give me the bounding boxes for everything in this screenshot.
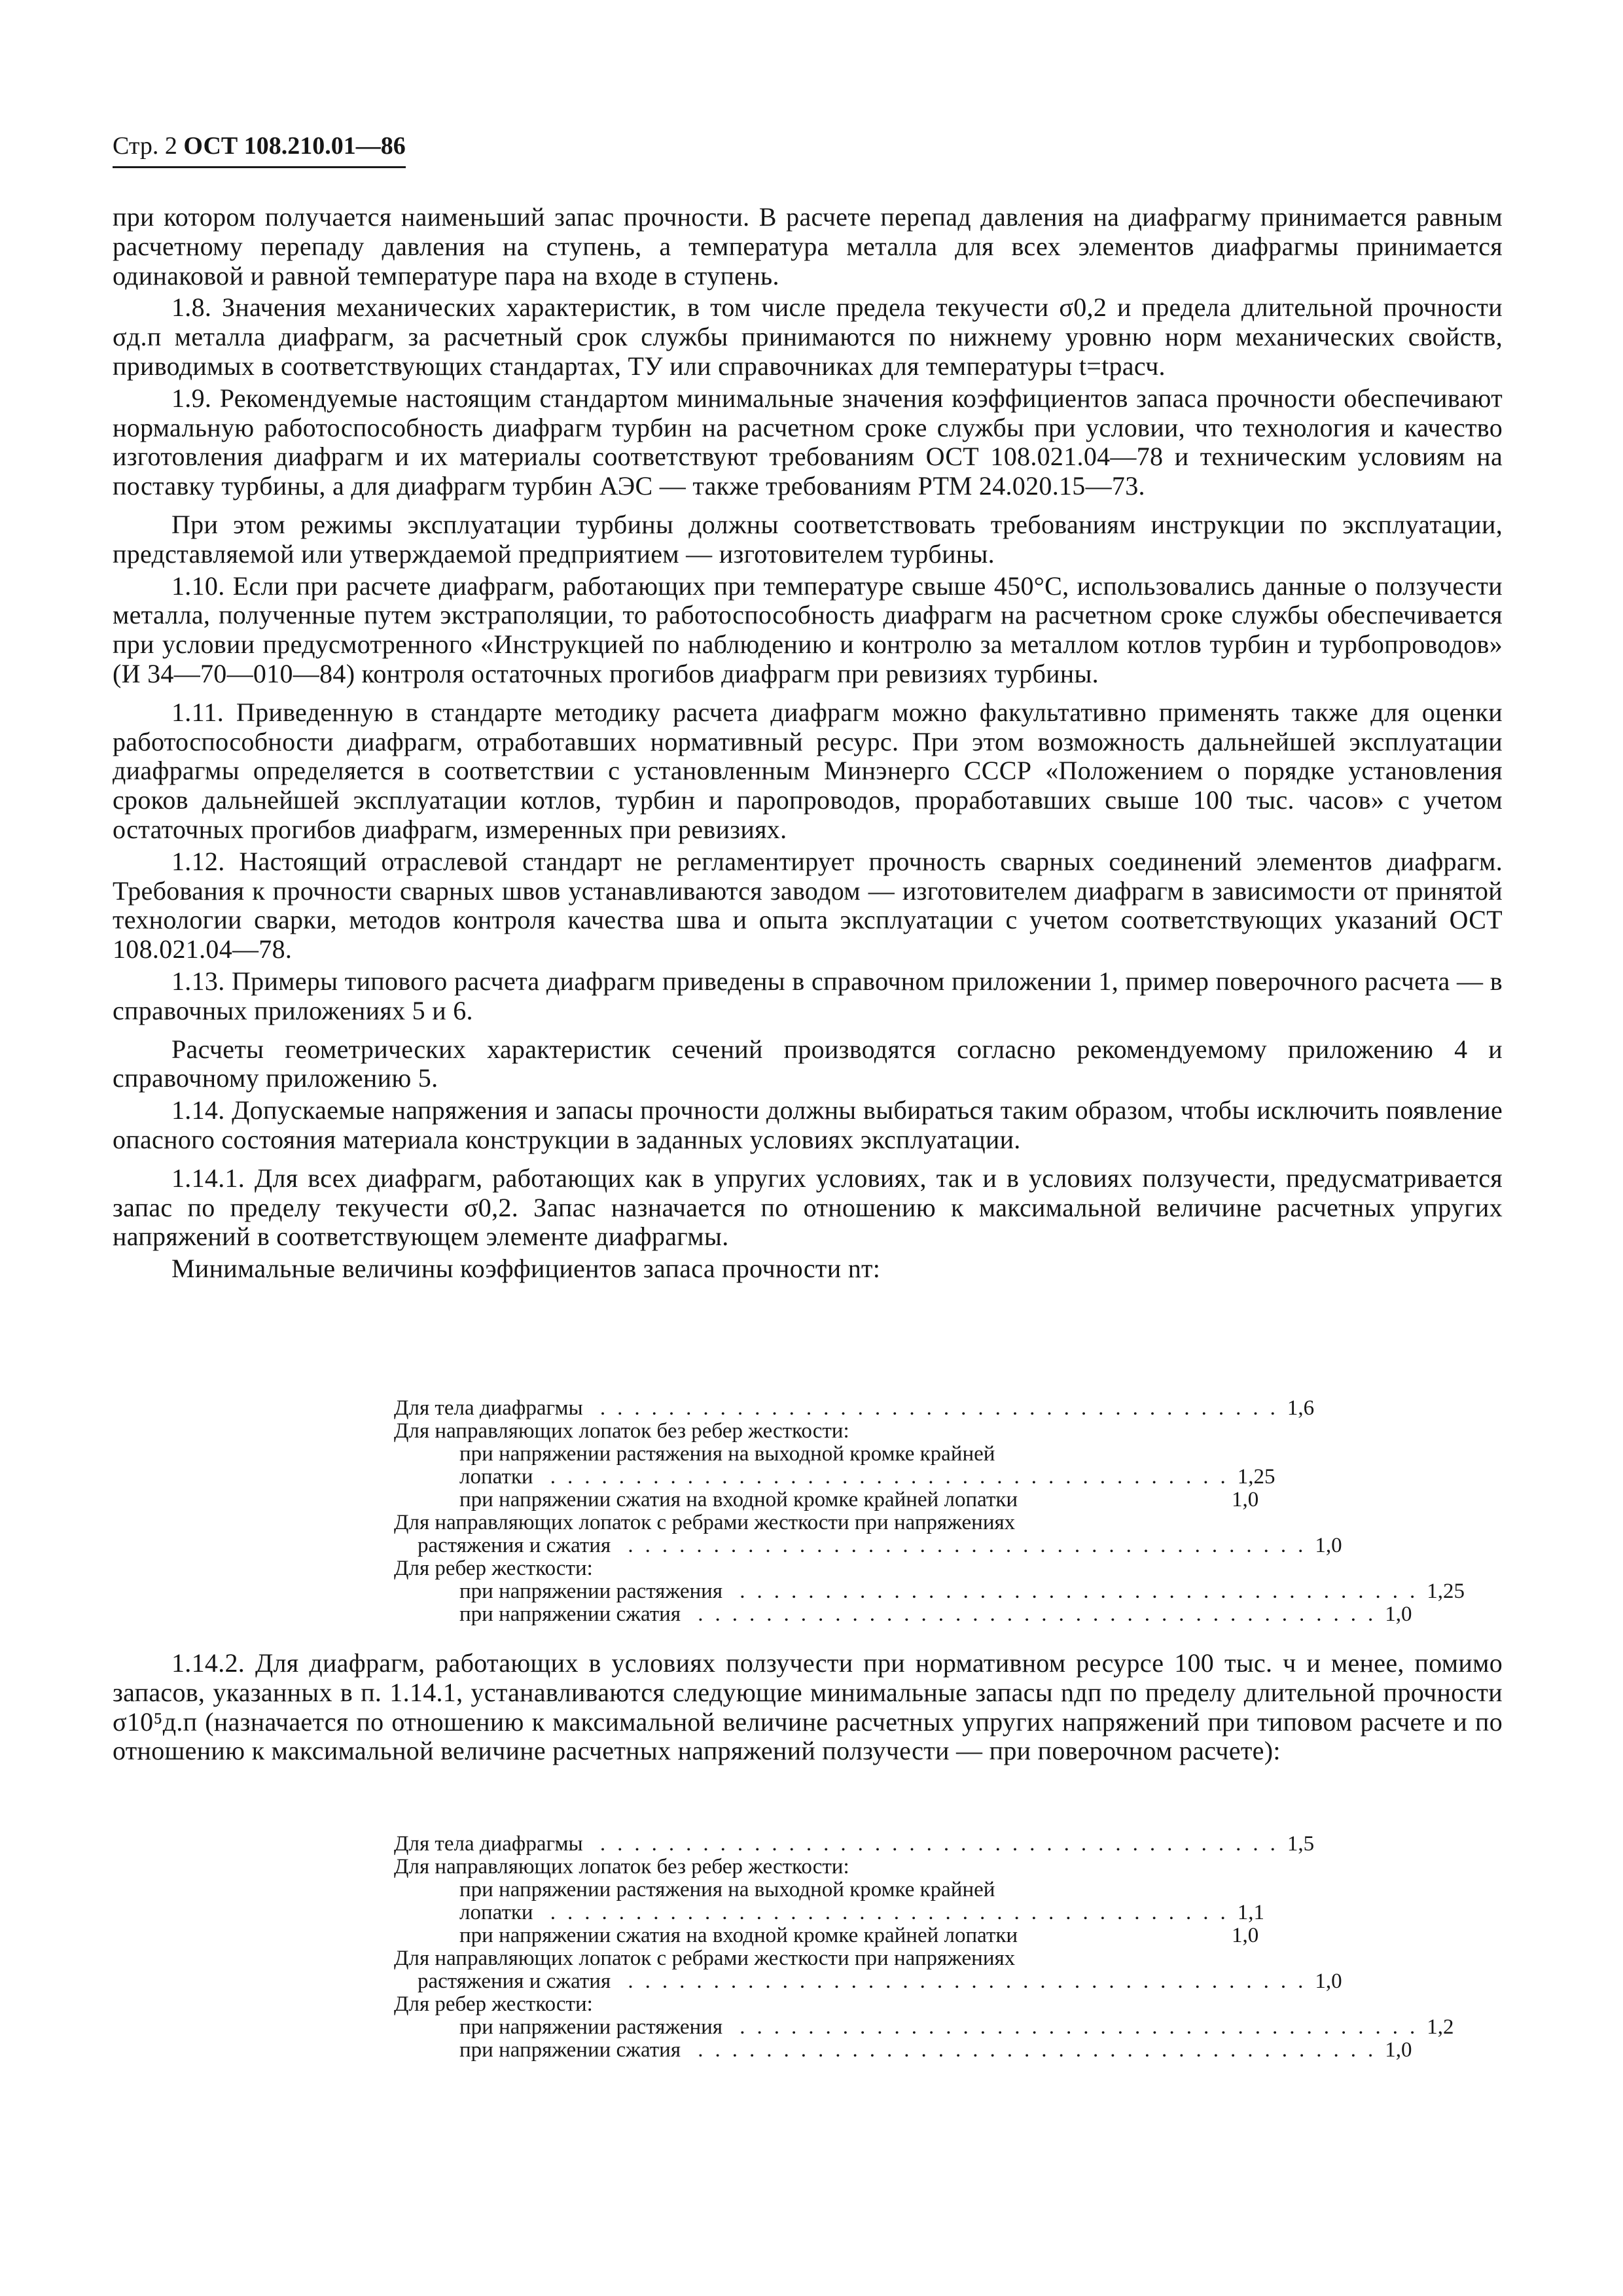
- factor-label: [394, 1970, 1315, 1993]
- factor-label: [394, 1833, 1287, 1856]
- paragraph-1-10: 1.10. Если при расчете диафрагм, работающих при температуре свыше 450°С, использовались данные о ползучести металла, полученные путем экстраполяции, то работоспособность диафрагм на расчетном сроке службы обеспечивается при условии предусмотренного «Инструкцией по наблюдению и контролю за металлом котлов турбин и турбопроводов» (И 34—70—010—84) контроля остаточных прогибов диафрагм при ревизиях турбины.: [113, 571, 1503, 688]
- dot-leader: ........................................: [722, 1580, 1427, 1603]
- standard-code: ОСТ 108.210.01—86: [183, 132, 406, 160]
- factor-label: [394, 1879, 1232, 1901]
- dot-leader: ........................................: [611, 1969, 1315, 1993]
- paragraph-1-8: 1.8. Значения механических характеристик, в том числе предела текучести σ0,2 и предела длительной прочности σд.п металла диафрагм, за расчетный срок службы принимаются по нижнему уровню норм механических свойств, приводимых в соответствующих стандартах, ТУ или справочниках для температуры t=tрасч.: [113, 292, 1503, 381]
- paragraph-1-14: 1.14. Допускаемые напряжения и запасы прочности должны выбираться таким образом, чтобы исключить появление опасного состояния материала конструкции в заданных условиях эксплуатации.: [113, 1095, 1503, 1154]
- factor-row: [394, 1488, 1259, 1511]
- factor-row: [394, 1993, 1245, 2016]
- paragraph-1-11: 1.11. Приведенную в стандарте методику расчета диафрагм можно факультативно применять также для оценки работоспособности диафрагм, отработавших нормативный ресурс. При этом возможность дальнейшей эксплуатации диафрагмы определяется в соответствии с установленным Минэнерго СССР «Положением о порядке установления сроков дальнейшей эксплуатации котлов, турбин и паропроводов, проработавших свыше 100 тыс. часов» с учетом остаточных прогибов диафрагм, измеренных при ревизиях.: [113, 697, 1503, 844]
- factor-label: [394, 1420, 1166, 1443]
- factor-value: [1166, 1511, 1238, 1534]
- factor-label: [394, 1466, 1238, 1489]
- factor-row: [394, 2015, 1454, 2039]
- factor-row: [394, 1534, 1342, 1557]
- factor-label: [394, 1993, 1166, 2016]
- factor-label: [394, 1580, 1427, 1603]
- factor-label: [394, 1511, 1166, 1534]
- safety-factor-list-yield: [394, 1396, 1465, 1626]
- dot-leader: ........................................: [582, 1832, 1287, 1856]
- factor-label: [394, 2016, 1427, 2039]
- factor-label: [394, 1397, 1287, 1420]
- paragraph-continuation: при котором получается наименьший запас прочности. В расчете перепад давления на диафрагму принимается равным расчетному перепаду давления на ступень, а температура металла для всех элементов диафрагмы принимается одинаковой и равной температуре пара на входе в ступень.: [113, 202, 1503, 291]
- factor-label-text: Для направляющих лопаток без ребер жесткости:: [394, 1855, 849, 1879]
- factor-label-text: при напряжении растяжения на выходной кромке крайней: [459, 1878, 995, 1901]
- factor-row: [394, 1856, 1245, 1879]
- factor-row: [394, 2038, 1412, 2062]
- factor-value: [1232, 1443, 1304, 1466]
- factor-label-text: при напряжении сжатия: [459, 2038, 681, 2062]
- factor-row: [394, 1901, 1265, 1924]
- dot-leader: ........................................: [611, 1534, 1315, 1557]
- factor-value: 1,5: [1287, 1832, 1315, 1856]
- factor-label-text: Для ребер жесткости:: [394, 1557, 593, 1580]
- factor-label: [394, 1443, 1232, 1466]
- paragraph-1-14-1: 1.14.1. Для всех диафрагм, работающих как в упругих условиях, так и в условиях ползучести, предусматривается запас по пределу текучести σ0,2. Запас назначается по отношению к максимальной величине расчетных упругих напряжений в соответствующем элементе диафрагмы.: [113, 1163, 1503, 1252]
- factor-label: [394, 1947, 1166, 1970]
- factor-value: 1,1: [1237, 1901, 1265, 1924]
- paragraph-min-coefficients: Минимальные величины коэффициентов запаса прочности nт:: [171, 1254, 881, 1284]
- factor-value: 1,0: [1315, 1534, 1342, 1557]
- factor-value: 1,25: [1427, 1580, 1465, 1603]
- body-text: [113, 203, 1503, 1286]
- factor-label-text: при напряжении сжатия: [459, 1602, 681, 1626]
- factor-label: [394, 1557, 1166, 1580]
- factor-value: 1,25: [1237, 1465, 1275, 1489]
- factor-label-text: лопатки: [459, 1465, 533, 1489]
- dot-leader: ........................................: [681, 1602, 1385, 1626]
- factor-label-text: Для ребер жесткости:: [394, 1992, 593, 2016]
- factor-value: [1232, 1879, 1304, 1901]
- dot-leader: ........................................: [533, 1465, 1238, 1489]
- factor-row: [394, 1443, 1245, 1466]
- body-text-2: [113, 1649, 1503, 1769]
- page-number: Стр. 2: [113, 132, 177, 160]
- factor-value: [1166, 1993, 1238, 2016]
- factor-value: [1166, 1856, 1238, 1879]
- factor-value: 1,6: [1287, 1396, 1315, 1420]
- paragraph-1-9: 1.9. Рекомендуемые настоящим стандартом минимальные значения коэффициентов запаса прочности обеспечивают нормальную работоспособность диафрагм турбин на расчетном сроке службы при условии, что технология и качество изготовления диафрагм и их материалы соответствуют требованиям ОСТ 108.021.04—78 и техническим условиям на поставку турбины, а для диафрагм турбин АЭС — также требованиям РТМ 24.020.15—73.: [113, 383, 1503, 501]
- factor-label-text: Для направляющих лопаток с ребрами жесткости при напряжениях: [394, 1947, 1016, 1970]
- factor-label-text: Для направляющих лопаток с ребрами жесткости при напряжениях: [394, 1511, 1016, 1534]
- dot-leader: ........................................: [533, 1901, 1238, 1924]
- paragraph-1-12: 1.12. Настоящий отраслевой стандарт не регламентирует прочность сварных соединений элементов диафрагм. Требования к прочности сварных швов устанавливаются заводом — изготовителем диафрагм в зависимости от принятой технологии сварки, методов контроля качества шва и опыта эксплуатации с учетом соответствующих указаний ОСТ 108.021.04—78.: [113, 846, 1503, 964]
- factor-label-text: при напряжении растяжения: [459, 1580, 722, 1603]
- factor-value: 1,0: [1385, 1602, 1412, 1626]
- factor-label: [394, 1924, 1232, 1947]
- factor-row: [394, 1602, 1412, 1626]
- factor-row: [394, 1511, 1245, 1534]
- factor-value: 1,0: [1315, 1969, 1342, 1993]
- factor-row: [394, 1580, 1465, 1603]
- factor-label-text: лопатки: [459, 1901, 533, 1924]
- factor-label: [394, 1856, 1166, 1879]
- factor-label: [394, 1603, 1385, 1626]
- dot-leader: ........................................: [681, 2038, 1385, 2062]
- factor-value: 1,0: [1385, 2038, 1412, 2062]
- factor-label-text: при напряжении растяжения: [459, 2015, 722, 2039]
- factor-value: [1166, 1420, 1238, 1443]
- factor-value: 1,2: [1427, 2015, 1454, 2039]
- factor-label-text: при напряжении растяжения на выходной кромке крайней: [459, 1442, 995, 1466]
- page-header: [113, 130, 406, 168]
- factor-label: [394, 2039, 1385, 2062]
- factor-label-text: при напряжении сжатия на входной кромке крайней лопатки: [459, 1488, 1018, 1511]
- safety-factor-list-creep: [394, 1832, 1454, 2062]
- factor-row: [394, 1557, 1245, 1580]
- paragraph-1-14-2: 1.14.2. Для диафрагм, работающих в условиях ползучести при нормативном ресурсе 100 тыс. ч и менее, помимо запасов, указанных в п. 1.14.1, устанавливаются следующие минимальные запасы nдп по пределу длительной прочности σ10⁵д.п (назначается по отношению к максимальной величине расчетных упругих напряжений при типовом расчете и по отношению к максимальной величине расчетных напряжений ползучести — при поверочном расчете):: [113, 1648, 1503, 1766]
- factor-row: [394, 1947, 1245, 1970]
- dot-leader: ........................................: [722, 2015, 1427, 2039]
- factor-value: [1166, 1947, 1238, 1970]
- factor-row: [394, 1420, 1245, 1443]
- factor-label-text: Для тела диафрагмы: [394, 1396, 583, 1420]
- factor-value: [1166, 1557, 1238, 1580]
- paragraph-operation-modes: При этом режимы эксплуатации турбины должны соответствовать требованиям инструкции по эксплуатации, представляемой или утверждаемой предприятием — изготовителем турбины.: [113, 509, 1503, 569]
- factor-label-text: растяжения и сжатия: [418, 1534, 611, 1557]
- factor-row: [394, 1924, 1259, 1947]
- factor-label: [394, 1901, 1238, 1924]
- factor-label: [394, 1534, 1315, 1557]
- factor-row: [394, 1879, 1245, 1901]
- paragraph-1-13: 1.13. Примеры типового расчета диафрагм приведены в справочном приложении 1, пример поверочного расчета — в справочных приложениях 5 и 6.: [113, 966, 1503, 1025]
- dot-leader: ........................................: [582, 1396, 1287, 1420]
- factor-row: [394, 1832, 1315, 1856]
- factor-label-text: Для направляющих лопаток без ребер жесткости:: [394, 1419, 849, 1443]
- factor-label-text: растяжения и сжатия: [418, 1969, 611, 1993]
- factor-row: [394, 1465, 1275, 1489]
- factor-row: [394, 1969, 1342, 1993]
- factor-label-text: Для тела диафрагмы: [394, 1832, 583, 1856]
- paragraph-geometry: Расчеты геометрических характеристик сечений производятся согласно рекомендуемому приложению 4 и справочному приложению 5.: [113, 1034, 1503, 1093]
- factor-row: [394, 1396, 1315, 1420]
- factor-label: [394, 1489, 1232, 1511]
- factor-value: 1,0: [1232, 1924, 1259, 1947]
- factor-value: 1,0: [1232, 1488, 1259, 1511]
- factor-label-text: при напряжении сжатия на входной кромке крайней лопатки: [459, 1924, 1018, 1947]
